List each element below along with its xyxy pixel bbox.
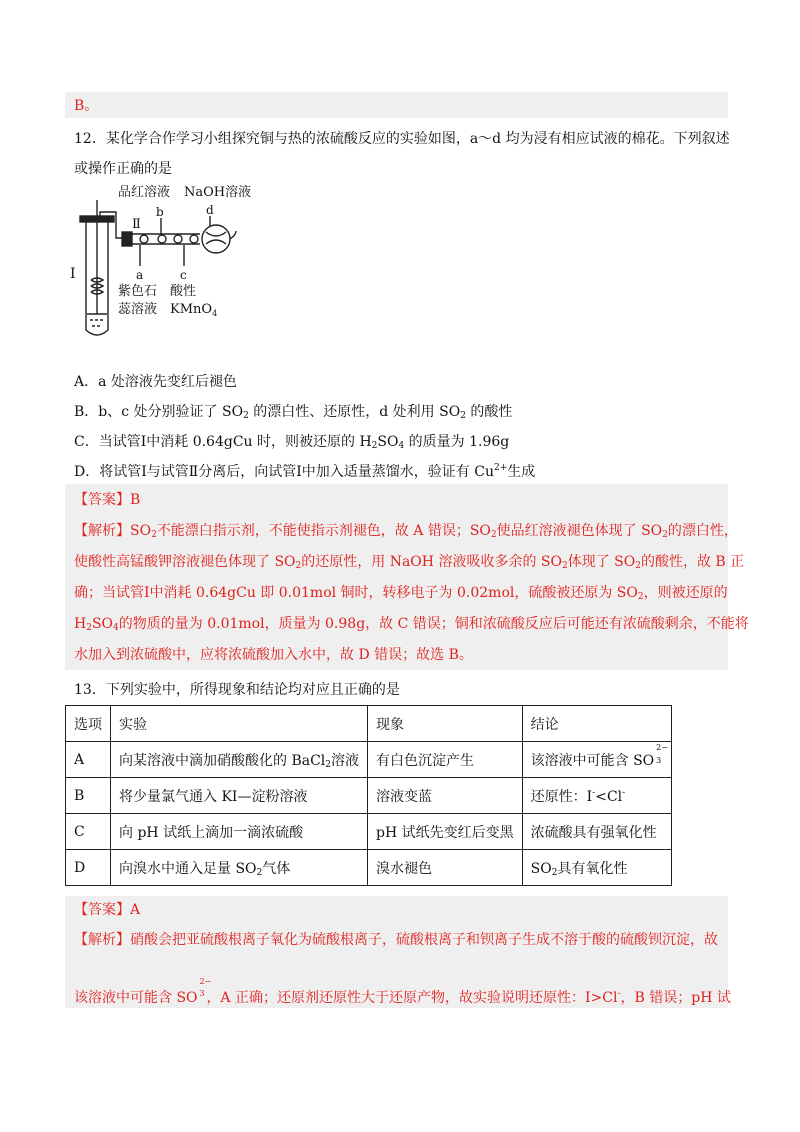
cell-conclusion: $SO_2$具有氧化性: [522, 850, 671, 886]
prev-answer-box: [65, 92, 728, 118]
q12-analysis-line3: 确；当试管Ⅰ中消耗 0.64gCu 即 0.01mol 铜时，转移电子为 0.02mol，硫酸被还原为 $SO_2$，则被还原的: [74, 585, 728, 602]
label-tube-I: Ⅰ: [70, 266, 76, 282]
cell-option: D: [66, 850, 111, 886]
cell-phenomenon: 溶液变蓝: [368, 778, 523, 814]
q12-stem-line1: 12．某化学合作学习小组探究铜与热的浓硫酸反应的实验如图，a～d 均为浸有相应试液的棉花。下列叙述: [74, 131, 730, 147]
table-header-row: [66, 706, 672, 742]
q12-analysis-line4: $H_2SO_4$的物质的量为 0.01mol，质量为 0.98g，故 C 错误；铜和浓硫酸反应后可能还有浓硫酸剩余，不能将: [74, 616, 749, 633]
cell-option: B: [66, 778, 111, 814]
th-conclusion: 结论: [522, 706, 671, 742]
label-a: a: [136, 268, 144, 282]
cell-phenomenon: 溴水褪色: [368, 850, 523, 886]
label-kmno4: KMnO$_4$: [170, 302, 218, 318]
label-tube-II: Ⅱ: [132, 217, 141, 232]
cell-experiment: 向某溶液中滴加硝酸酸化的 BaCl$_2$溶液: [111, 742, 368, 778]
q13-answer: 【答案】A: [74, 902, 141, 918]
label-d: d: [206, 203, 214, 217]
label-zise: 紫色石: [118, 284, 158, 299]
cell-experiment: 向溴水中通入足量 $SO_2$气体: [111, 850, 368, 886]
cell-phenomenon: 有白色沉淀产生: [368, 742, 523, 778]
label-suanxing: 酸性: [170, 284, 197, 299]
q12-analysis-line2: 使酸性高锰酸钾溶液褪色体现了 $SO_2$的还原性，用 NaOH 溶液吸收多余的 $SO_2$体现了 $SO_2$的酸性，故 B 正: [74, 554, 745, 571]
th-option: 选项: [66, 706, 111, 742]
q12-option-b: B．b、c 处分别验证了 $SO_2$ 的漂白性、还原性，d 处利用 $SO_2$ 的酸性: [74, 404, 513, 421]
q12-option-d: D．将试管Ⅰ与试管Ⅱ分离后，向试管Ⅰ中加入适量蒸馏水，验证有 $Cu^{2+}$生成: [74, 463, 536, 480]
label-pinhong: 品红溶液: [118, 185, 171, 200]
cell-option: C: [66, 814, 111, 850]
q12-analysis-box: [65, 484, 728, 670]
label-ruiye: 蕊溶液: [118, 302, 158, 317]
table-row: [66, 814, 672, 850]
th-experiment: 实验: [111, 706, 368, 742]
q13-stem: 13．下列实验中，所得现象和结论均对应且正确的是: [74, 682, 400, 698]
apparatus-figure: [60, 182, 252, 342]
cell-experiment: 向 pH 试纸上滴加一滴浓硫酸: [111, 814, 368, 850]
cell-option: A: [66, 742, 111, 778]
prev-answer: B。: [74, 98, 99, 114]
q12-analysis-line5: 水加入到浓硫酸中，应将浓硫酸加入水中，故 D 错误；故选 B。: [74, 647, 473, 663]
cell-experiment: 将少量氯气通入 KI—淀粉溶液: [111, 778, 368, 814]
label-b: b: [156, 205, 164, 219]
q12-option-a: A．a 处溶液先变红后褪色: [74, 374, 237, 390]
label-c: c: [180, 268, 187, 282]
cell-conclusion: 浓硫酸具有强氧化性: [522, 814, 671, 850]
q12-option-c: C．当试管Ⅰ中消耗 0.64gCu 时，则被还原的 $H_2SO_4$ 的质量为 1.96g: [74, 434, 510, 451]
cell-conclusion: 还原性：I-<Cl-: [522, 778, 671, 814]
label-naoh: NaOH溶液: [184, 185, 252, 200]
table-row: [66, 778, 672, 814]
th-phenomenon: 现象: [368, 706, 523, 742]
q13-table: [65, 705, 672, 886]
cell-phenomenon: pH 试纸先变红后变黑: [368, 814, 523, 850]
cell-conclusion: 该溶液中可能含 SO 2− 3: [522, 742, 671, 778]
q12-answer: 【答案】B: [74, 492, 141, 508]
q13-analysis-line1: 【解析】硝酸会把亚硫酸根离子氧化为硫酸根离子，硫酸根离子和钡离子生成不溶于酸的硫酸钡沉淀，故: [74, 932, 718, 948]
q13-analysis-line2: 该溶液中可能含 SO 2− 3 ，A 正确；还原剂还原性大于还原产物，故实验说明还原性：I>Cl-，B 错误；pH 试: [74, 977, 731, 1006]
q12-stem-line2: 或操作正确的是: [74, 161, 172, 177]
q12-analysis-line1: 【解析】$SO_2$不能漂白指示剂，不能使指示剂褪色，故 A 错误；$SO_2$使品红溶液褪色体现了 $SO_2$的漂白性，: [74, 523, 738, 540]
table-row: [66, 742, 672, 778]
table-row: [66, 850, 672, 886]
